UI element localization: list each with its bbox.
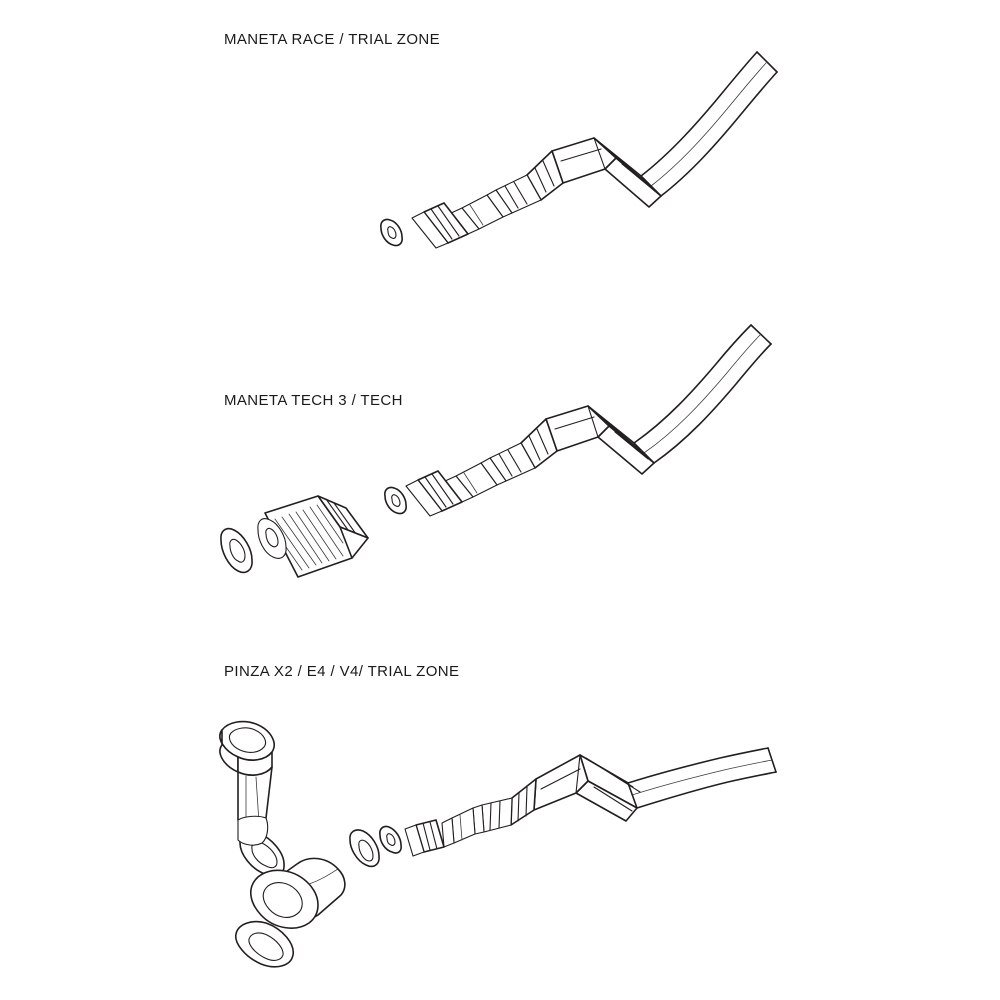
assembly-maneta-tech3-tech [221,325,771,577]
washer-seal-2 [385,487,406,513]
banjo-bolt-hex-head-3 [220,722,274,846]
banjo-bolt-stub-3 [405,820,444,856]
copper-washer-2 [221,529,252,573]
threaded-adapter-2 [258,496,368,577]
connector-pin-3 [442,808,475,847]
washer-seal-1 [381,219,402,245]
compression-nut-3 [511,779,536,825]
copper-washer-mid-3 [350,830,379,866]
hose-ferrule-1 [552,138,616,183]
brake-hose-3 [628,748,776,808]
hose-end-nut-3 [576,755,640,821]
group-label-maneta-tech-3-tech: MANETA TECH 3 / TECH [224,392,403,409]
group-label-maneta-race-trial-zone: MANETA RACE / TRIAL ZONE [224,31,441,48]
washer-seal-3 [380,826,401,853]
hose-ferrule-3 [534,755,588,810]
assembly-pinza-x2-e4-v4-trial-zone [220,722,776,967]
assembly-maneta-race-trial-zone [381,52,777,248]
hose-collar-3 [473,798,512,834]
brake-hose-2 [634,325,771,463]
copper-washer-lower-3 [236,922,293,967]
brake-hose-1 [641,52,777,196]
group-label-pinza-x2-e4-v4-trial-zone: PINZA X2 / E4 / V4/ TRIAL ZONE [224,663,460,680]
